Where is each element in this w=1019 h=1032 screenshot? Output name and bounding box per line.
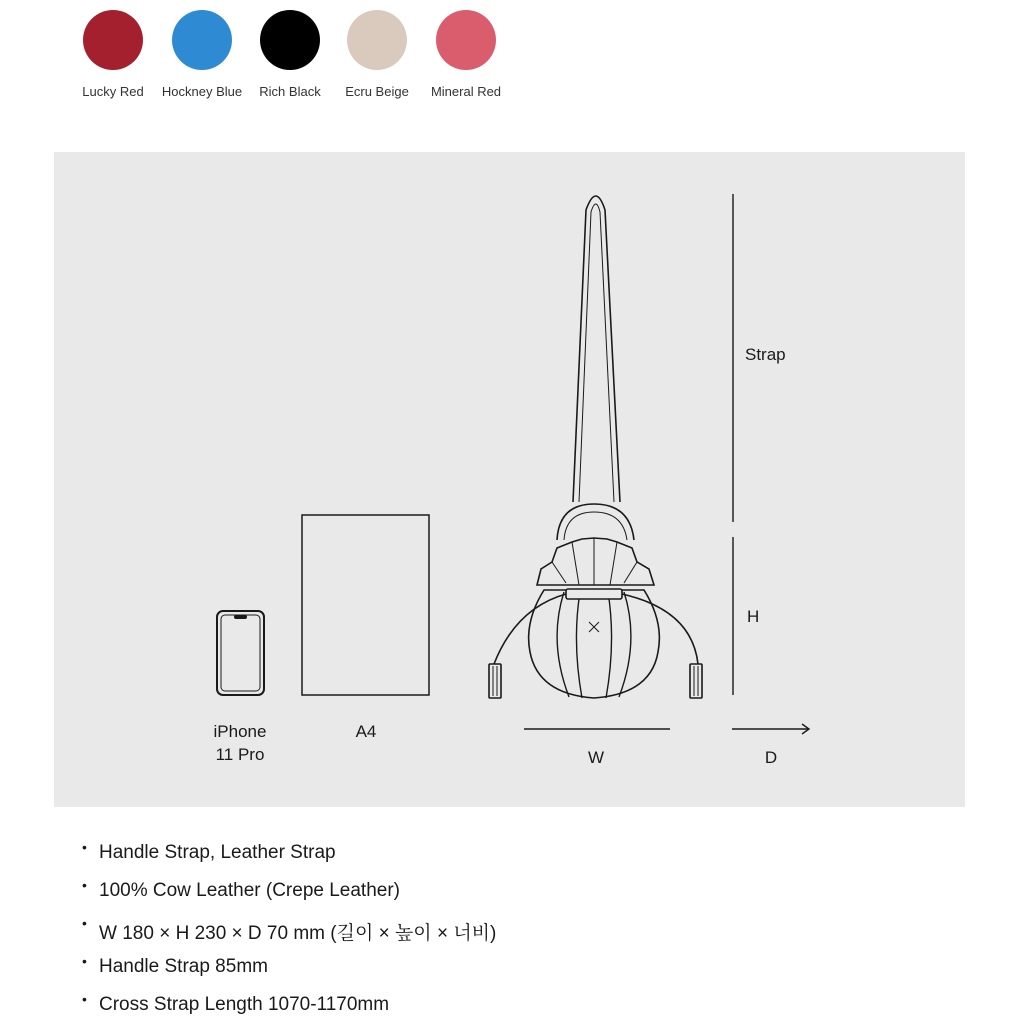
phone-label [200, 720, 280, 766]
bullet: • [82, 915, 87, 931]
spec-item [82, 839, 496, 880]
spec-text: 100% Cow Leather (Crepe Leather) [99, 880, 401, 901]
color-swatches [0, 0, 600, 110]
spec-item [82, 915, 497, 956]
swatch-ecru-beige[interactable] [327, 10, 427, 99]
color-name: Mineral Red [430, 84, 502, 99]
spec-item [82, 953, 496, 994]
color-dot [436, 10, 496, 70]
swatch-hockney-blue[interactable] [152, 10, 252, 99]
bullet: • [82, 839, 87, 855]
phone-label-line2: 11 Pro [215, 745, 265, 764]
bullet: • [82, 991, 87, 1007]
swatch-lucky-red[interactable] [63, 10, 163, 99]
depth-label: D [764, 748, 778, 767]
iphone-outline [217, 611, 264, 695]
spec-text: W 180 × H 230 × D 70 mm (길이 × 높이 × 너비) [99, 923, 497, 944]
a4-label: A4 [355, 722, 377, 741]
size-diagram-drawing [54, 152, 965, 807]
spec-item [82, 877, 496, 918]
phone-label-line1: iPhone [213, 722, 267, 741]
color-dot [83, 10, 143, 70]
spec-item [82, 991, 496, 1032]
bullet: • [82, 953, 87, 969]
spec-text: Cross Strap Length 1070-1170mm [99, 994, 390, 1015]
spec-text: Handle Strap, Leather Strap [99, 842, 336, 863]
spec-list [82, 839, 497, 1032]
color-dot [260, 10, 320, 70]
swatch-rich-black[interactable] [240, 10, 340, 99]
color-dot [347, 10, 407, 70]
swatch-mineral-red[interactable] [416, 10, 516, 99]
strap-label: Strap [745, 345, 786, 364]
a4-outline [302, 515, 429, 695]
spec-text: Handle Strap 85mm [99, 956, 268, 977]
height-label: H [747, 607, 760, 626]
color-name: Lucky Red [82, 84, 144, 99]
width-label: W [587, 748, 605, 767]
size-diagram [54, 152, 965, 807]
color-name: Hockney Blue [161, 84, 243, 99]
color-name: Rich Black [259, 84, 321, 99]
color-dot [172, 10, 232, 70]
bag-illustration [489, 196, 702, 698]
color-name: Ecru Beige [345, 84, 409, 99]
bullet: • [82, 877, 87, 893]
